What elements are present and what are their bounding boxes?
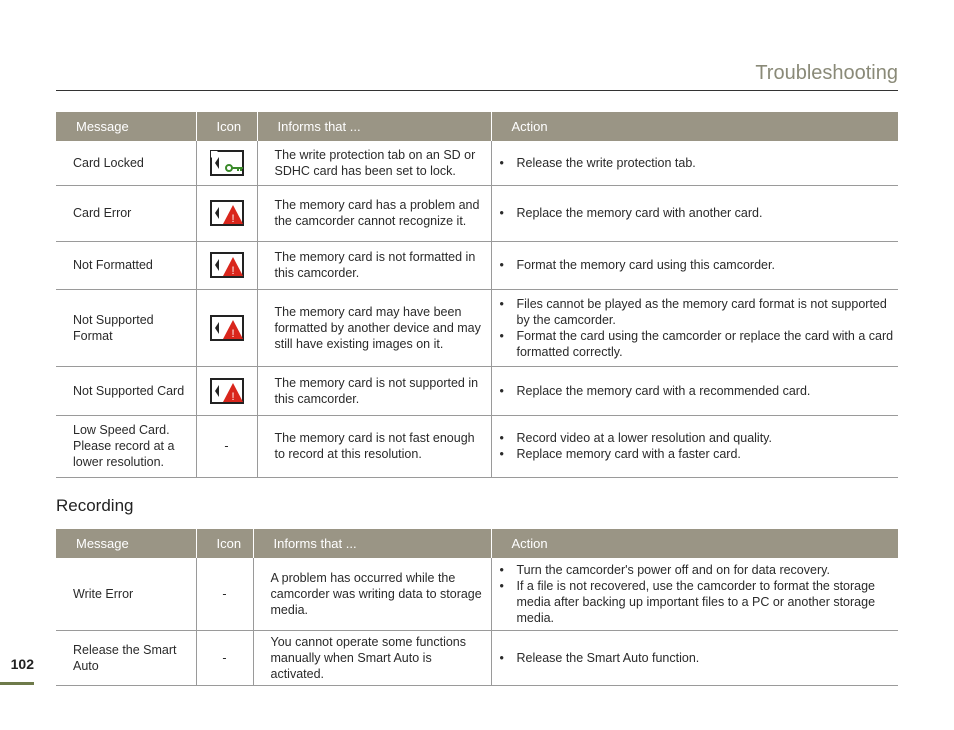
message-cell: Not Supported Format xyxy=(56,289,196,366)
icon-cell xyxy=(196,141,257,185)
table-row xyxy=(56,558,898,630)
icon-cell: - xyxy=(196,630,253,685)
header-informs: Informs that ... xyxy=(253,529,491,558)
table-header-row xyxy=(56,529,898,558)
recording-table xyxy=(56,529,898,686)
action-item: • Release the write protection tab. xyxy=(500,155,895,171)
action-item: • Record video at a lower resolution and quality. xyxy=(500,430,895,446)
page-number: 102 xyxy=(10,656,34,672)
table-row xyxy=(56,141,898,185)
action-item: • Replace memory card with a faster card. xyxy=(500,446,895,462)
message-cell: Write Error xyxy=(56,558,196,630)
action-item: • If a file is not recovered, use the camcorder to format the storage media after backing up important files to a PC or another storage media. xyxy=(500,578,895,626)
header-informs: Informs that ... xyxy=(257,112,491,141)
icon-cell: - xyxy=(196,415,257,477)
info-cell: The write protection tab on an SD or SDHC card has been set to lock. xyxy=(257,141,491,185)
message-cell: Card Locked xyxy=(56,141,196,185)
table-row xyxy=(56,185,898,241)
action-item: • Release the Smart Auto function. xyxy=(500,650,895,666)
message-cell: Low Speed Card. Please record at a lower resolution. xyxy=(56,415,196,477)
section-title: Recording xyxy=(56,496,134,515)
table-row xyxy=(56,366,898,415)
header-action: Action xyxy=(491,112,898,141)
card-warning-icon xyxy=(207,315,247,341)
info-cell: The memory card has a problem and the camcorder cannot recognize it. xyxy=(257,185,491,241)
table-row xyxy=(56,415,898,477)
message-cell: Release the Smart Auto xyxy=(56,630,196,685)
info-cell: The memory card may have been formatted by another device and may still have existing images on it. xyxy=(257,289,491,366)
action-item: • Replace the memory card with a recommended card. xyxy=(500,383,895,399)
info-cell: A problem has occurred while the camcorder was writing data to storage media. xyxy=(253,558,491,630)
error-table xyxy=(56,112,898,478)
info-cell: The memory card is not fast enough to record at this resolution. xyxy=(257,415,491,477)
action-item: • Replace the memory card with another card. xyxy=(500,205,895,221)
message-cell: Card Error xyxy=(56,185,196,241)
header-message: Message xyxy=(56,529,196,558)
card-warning-icon xyxy=(207,378,247,404)
header-message: Message xyxy=(56,112,196,141)
table-row xyxy=(56,241,898,289)
action-cell xyxy=(491,366,898,415)
icon-cell xyxy=(196,185,257,241)
header-icon: Icon xyxy=(196,529,253,558)
action-cell xyxy=(491,141,898,185)
action-cell xyxy=(491,415,898,477)
info-cell: The memory card is not supported in this camcorder. xyxy=(257,366,491,415)
svg-text:!: ! xyxy=(230,390,235,403)
table-row xyxy=(56,289,898,366)
icon-cell: - xyxy=(196,558,253,630)
icon-cell xyxy=(196,289,257,366)
action-item: • Format the card using the camcorder or replace the card with a card formatted correctly. xyxy=(500,328,895,360)
icon-cell xyxy=(196,366,257,415)
info-cell: The memory card is not formatted in this camcorder. xyxy=(257,241,491,289)
card-lock-icon xyxy=(207,150,247,176)
table-row xyxy=(56,630,898,685)
message-cell: Not Supported Card xyxy=(56,366,196,415)
action-cell xyxy=(491,241,898,289)
info-cell: You cannot operate some functions manually when Smart Auto is activated. xyxy=(253,630,491,685)
action-cell xyxy=(491,558,898,630)
action-cell xyxy=(491,630,898,685)
icon-cell xyxy=(196,241,257,289)
action-item: • Files cannot be played as the memory card format is not supported by the camcorder. xyxy=(500,296,895,328)
svg-text:!: ! xyxy=(230,213,235,225)
header-action: Action xyxy=(491,529,898,558)
action-cell xyxy=(491,289,898,366)
table-header-row xyxy=(56,112,898,141)
page-title: Troubleshooting xyxy=(755,62,898,84)
message-cell: Not Formatted xyxy=(56,241,196,289)
action-item: • Format the memory card using this camcorder. xyxy=(500,257,895,273)
svg-text:!: ! xyxy=(230,327,235,340)
card-warning-icon xyxy=(207,252,247,278)
card-warning-icon xyxy=(207,200,247,226)
page-number-bar xyxy=(0,682,34,685)
header-icon: Icon xyxy=(196,112,257,141)
action-cell xyxy=(491,185,898,241)
title-rule xyxy=(56,90,898,91)
action-item: • Turn the camcorder's power off and on for data recovery. xyxy=(500,562,895,578)
svg-text:!: ! xyxy=(230,265,235,277)
